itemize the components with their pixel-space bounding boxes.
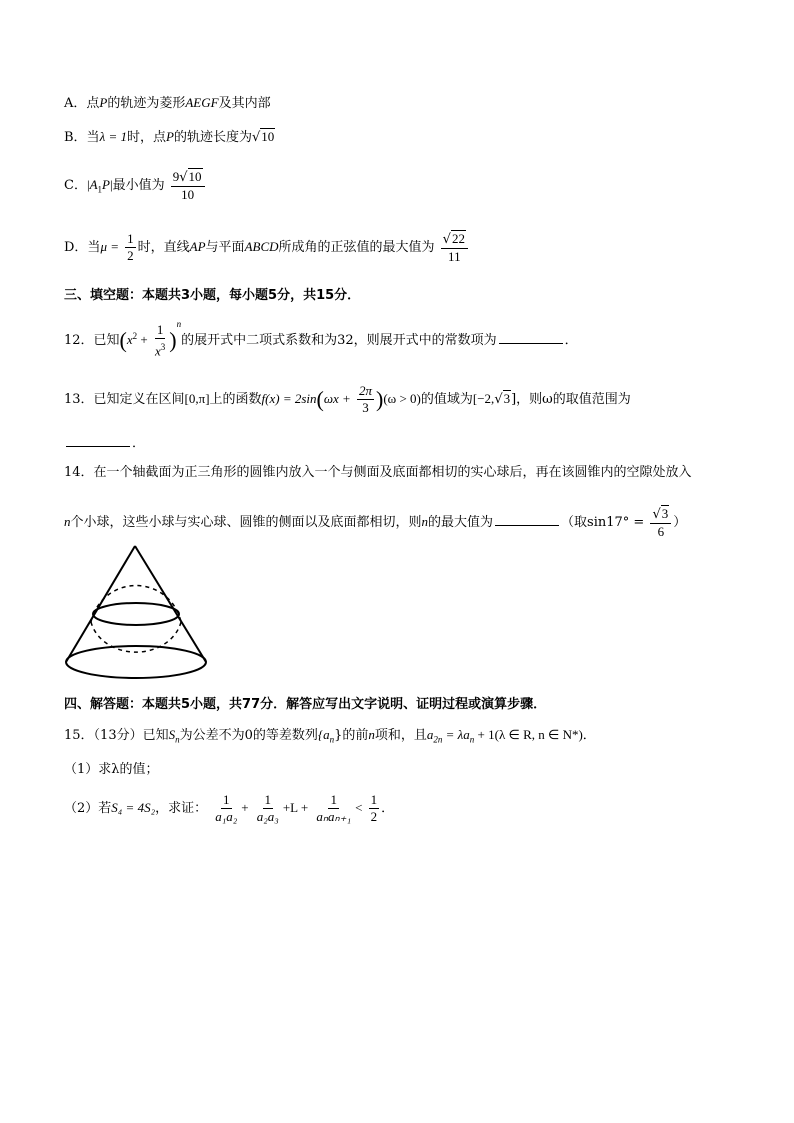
fraction: $\frac{1}{\text{a₂a₃}}$ bbox=[256, 792, 279, 824]
question-15: 15．（13分）已知$S_n$为公差不为0的等差数列$\{a_n\}$的前n项和，且$a_{2n} = \lambda a_n + 1(\lambda$ ∈ R, n ∈ N*)． bbox=[64, 727, 596, 745]
tangent-circle bbox=[93, 603, 179, 625]
sqrt-sign: √ bbox=[251, 130, 261, 145]
fraction: $\frac{√3}{6}$ bbox=[650, 505, 671, 540]
section-4-heading: 四、解答题：本题共5小题，共77分．解答应写出文字说明、证明过程或演算步骤． bbox=[64, 697, 547, 712]
option-d: D．当μ = $\frac{1}{2}$ 时，直线AP与平面ABCD所成角的正弦值的最大值为 $\frac{√22}{11}$ bbox=[64, 230, 470, 265]
answer-blank[interactable] bbox=[499, 331, 563, 344]
answer-blank[interactable] bbox=[495, 513, 559, 526]
option-c: C．$|A_1P|$最小值为 $\frac{9√10}{10}$ bbox=[64, 168, 207, 203]
fraction: $\frac{√22}{11}$ bbox=[441, 230, 468, 265]
option-b: B．当λ = 1时，点P的轨迹长度为√10 bbox=[64, 129, 275, 145]
fraction: $\frac{1}{\text{a₁a₂}}$ bbox=[215, 792, 238, 824]
fraction: $\frac{1}{2}$ bbox=[127, 231, 134, 263]
question-14: 14．在一个轴截面为正三角形的圆锥内放入一个与侧面及底面都相切的实心球后，再在该圆锥内的空隙处放入 bbox=[64, 465, 692, 480]
fraction: $\frac{1}{x^3}$ bbox=[155, 322, 166, 359]
question-13-blank-line: ． bbox=[64, 432, 145, 451]
fraction: $\frac{9√10}{10}$ bbox=[171, 168, 205, 203]
question-13: 13．已知定义在区间[0,π]上的函数f(x) = 2sin(ωx + $\frac{2\pi}{3}$ )(ω > 0)的值域为[−2,√3]，则ω的取值范围为 bbox=[64, 383, 631, 415]
answer-blank[interactable] bbox=[66, 434, 130, 447]
cone-figure bbox=[60, 540, 220, 690]
question-12: 12．已知($x^2$ + $\frac{1}{x^3}$ )$^n$的展开式中二项式系数和为32，则展开式中的常数项为 ． bbox=[64, 318, 578, 359]
option-a: A．点P的轨迹为菱形AEGF及其内部 bbox=[64, 95, 271, 111]
question-15-part-1: （1）求λ的值； bbox=[64, 762, 159, 777]
cone-base bbox=[66, 646, 206, 678]
fraction: $\frac{2\pi}{3}$ bbox=[358, 383, 372, 415]
fraction: $\frac{1}{\text{aₙaₙ₊₁}}$ bbox=[316, 792, 352, 824]
question-14-cont: n个小球，这些小球与实心球、圆锥的侧面以及底面都相切，则n的最大值为 （取sin17° = $\frac{√3}{6}$ ） bbox=[64, 506, 687, 539]
question-15-part-2: （2）若S₄ = 4S₂，求证： $\frac{1}{\text{a₁a₂}}$ + $\frac{1}{\text{a₂a₃}}$ +L + $\frac{1}{\text{aₙaₙ₊₁}}$ < $\frac{1}{2}$ ． bbox=[64, 792, 395, 824]
fraction: $\frac{1}{2}$ bbox=[370, 792, 378, 824]
section-3-heading: 三、填空题：本题共3小题，每小题5分，共15分． bbox=[64, 288, 361, 303]
